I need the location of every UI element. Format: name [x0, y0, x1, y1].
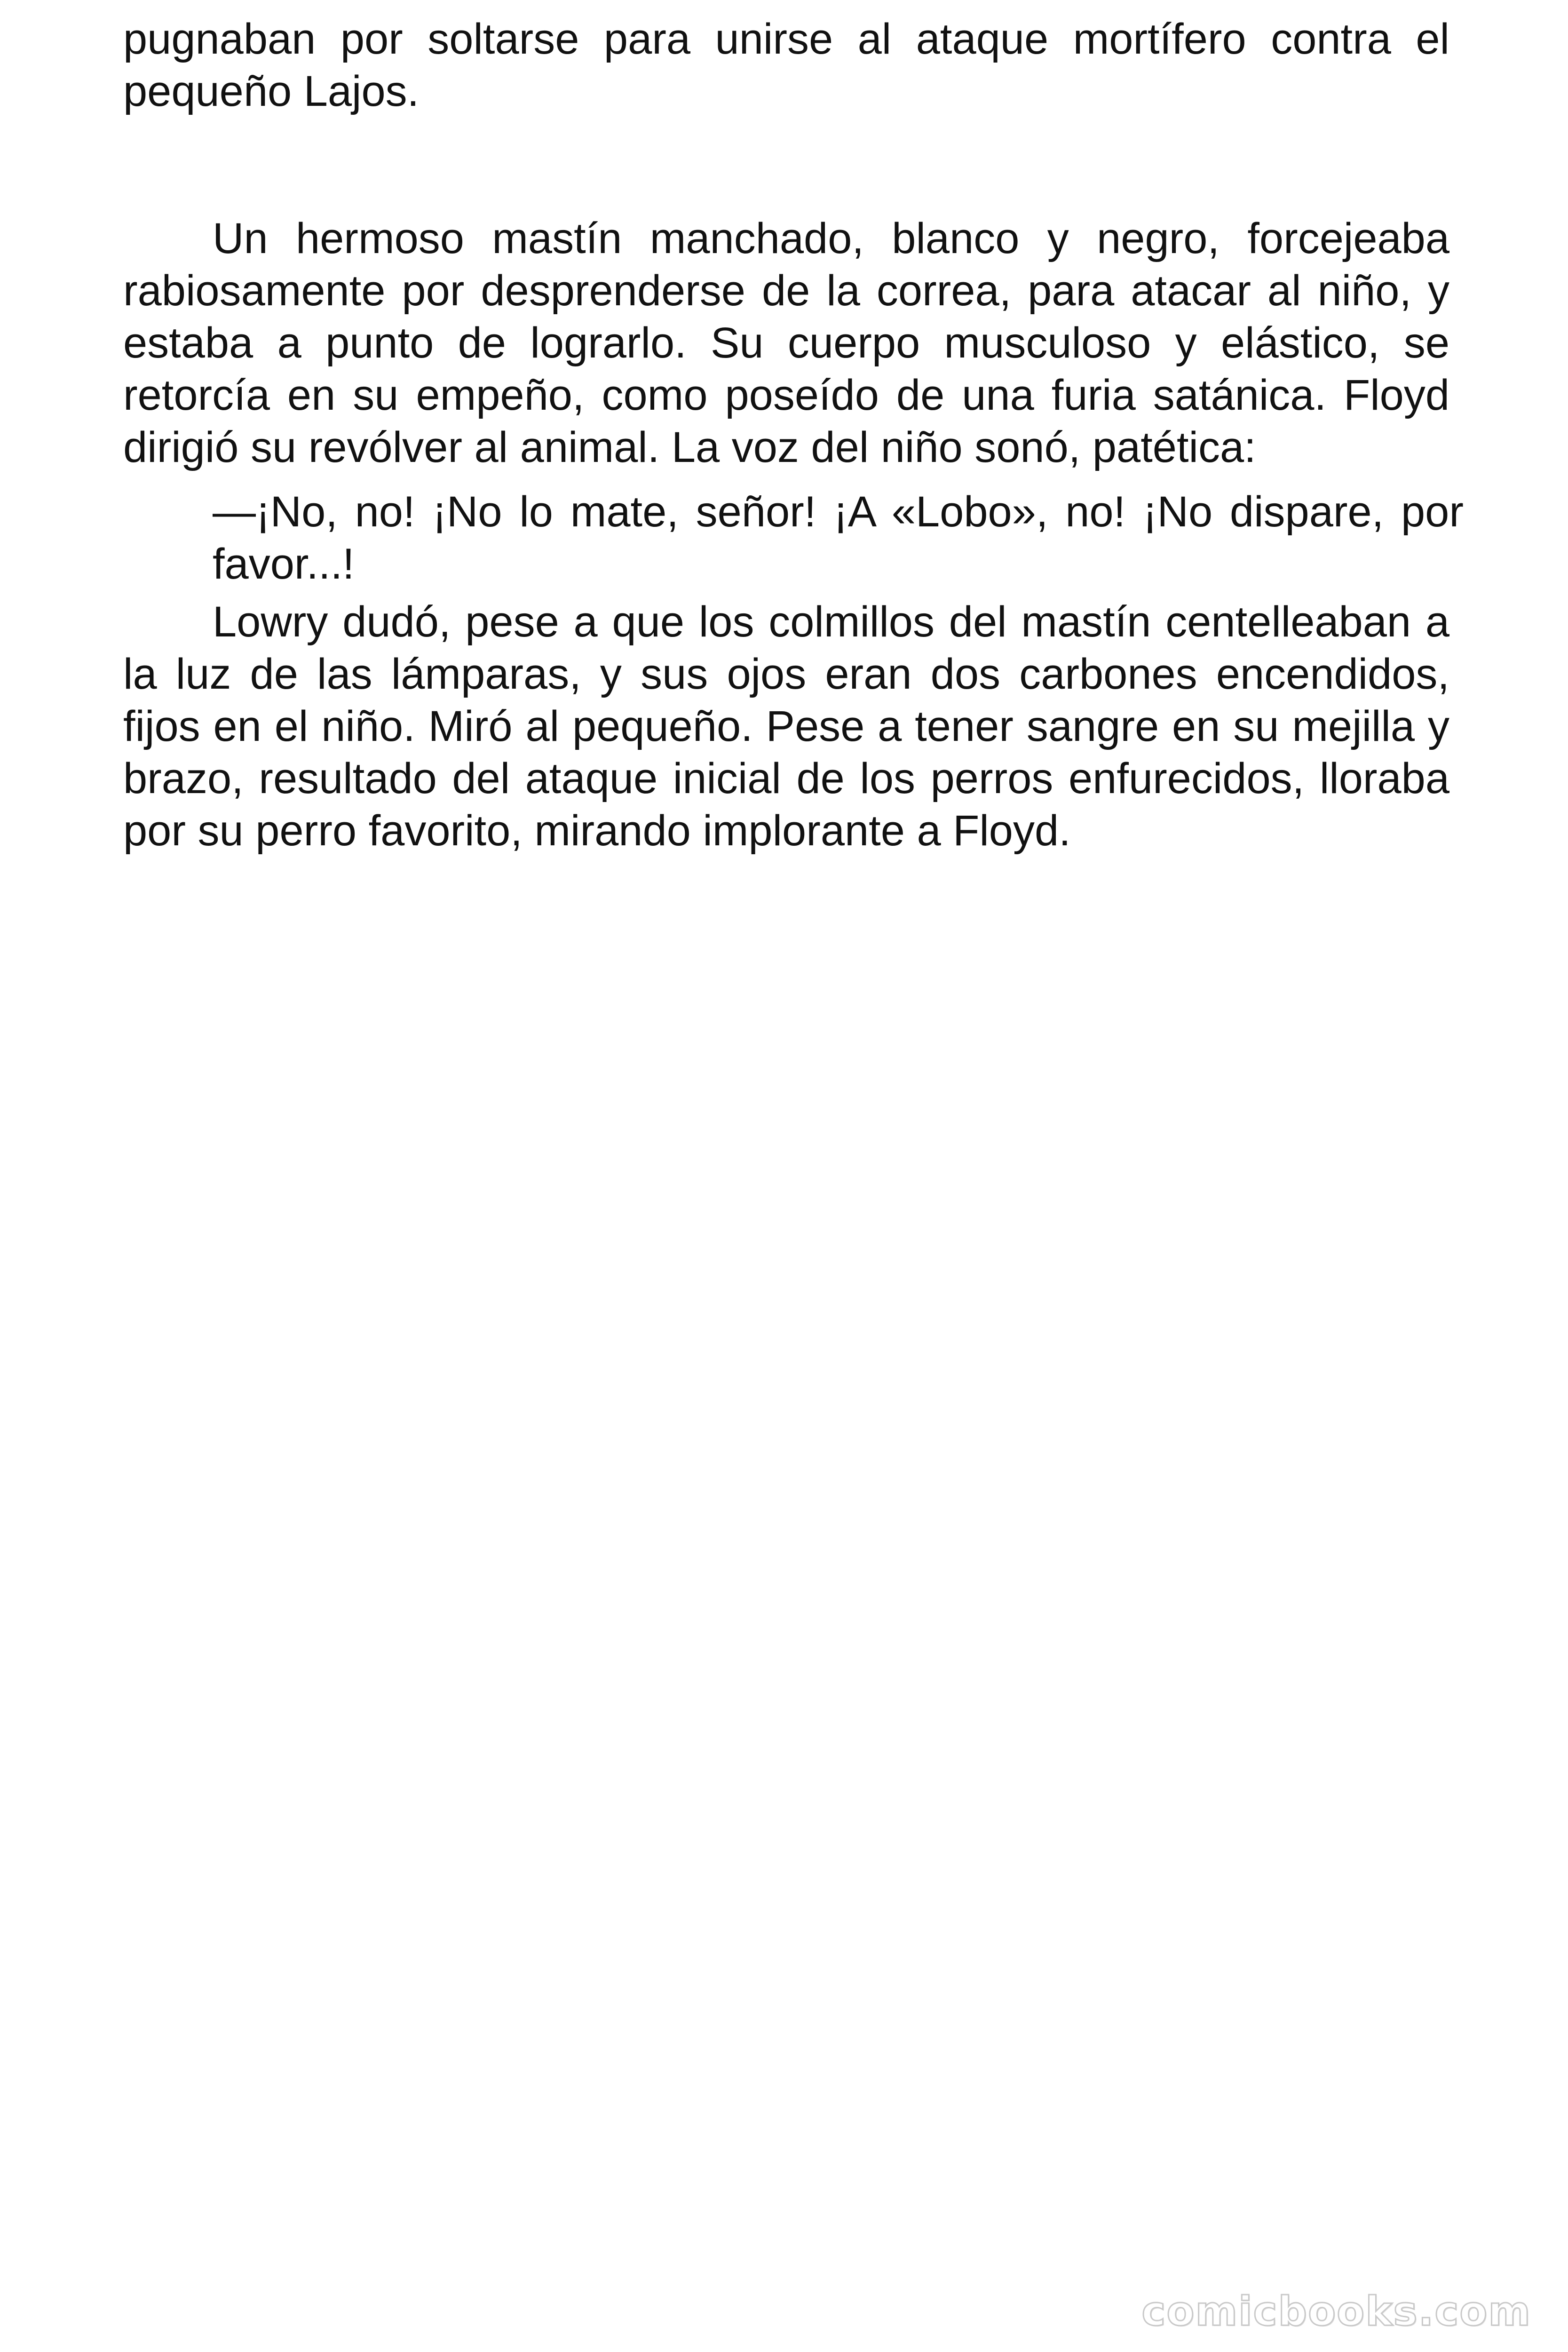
paragraph-mastiff: Un hermoso mastín manchado, blanco y negro, forcejeaba rabiosamente por desprenderse de la correa, para atacar al niño, y estaba a punto de lograrlo. Su cuerpo musculoso y elástico, se retorcía en su empeño, como poseído de una furia satánica. Floyd dirigió su revólver al animal. La voz del niño sonó, patética:	[123, 215, 1449, 471]
paragraph-continued: pugnaban por soltarse para unirse al ataque mortífero contra el pequeño Lajos.	[123, 15, 1449, 115]
paragraph-dialogue: —¡No, no! ¡No lo mate, señor! ¡A «Lobo», no! ¡No dispare, por favor...!	[213, 488, 1464, 588]
watermark-logo: comicbooks.com	[1141, 2288, 1531, 2335]
paragraph-lowry: Lowry dudó, pese a que los colmillos del mastín centelleaban a la luz de las lámparas, y sus ojos eran dos carbones encendidos, fijos en el niño. Miró al pequeño. Pese a tener sangre en su mejilla y brazo, resultado del ataque inicial de los perros enfurecidos, lloraba por su perro favorito, mirando implorante a Floyd.	[123, 598, 1449, 855]
